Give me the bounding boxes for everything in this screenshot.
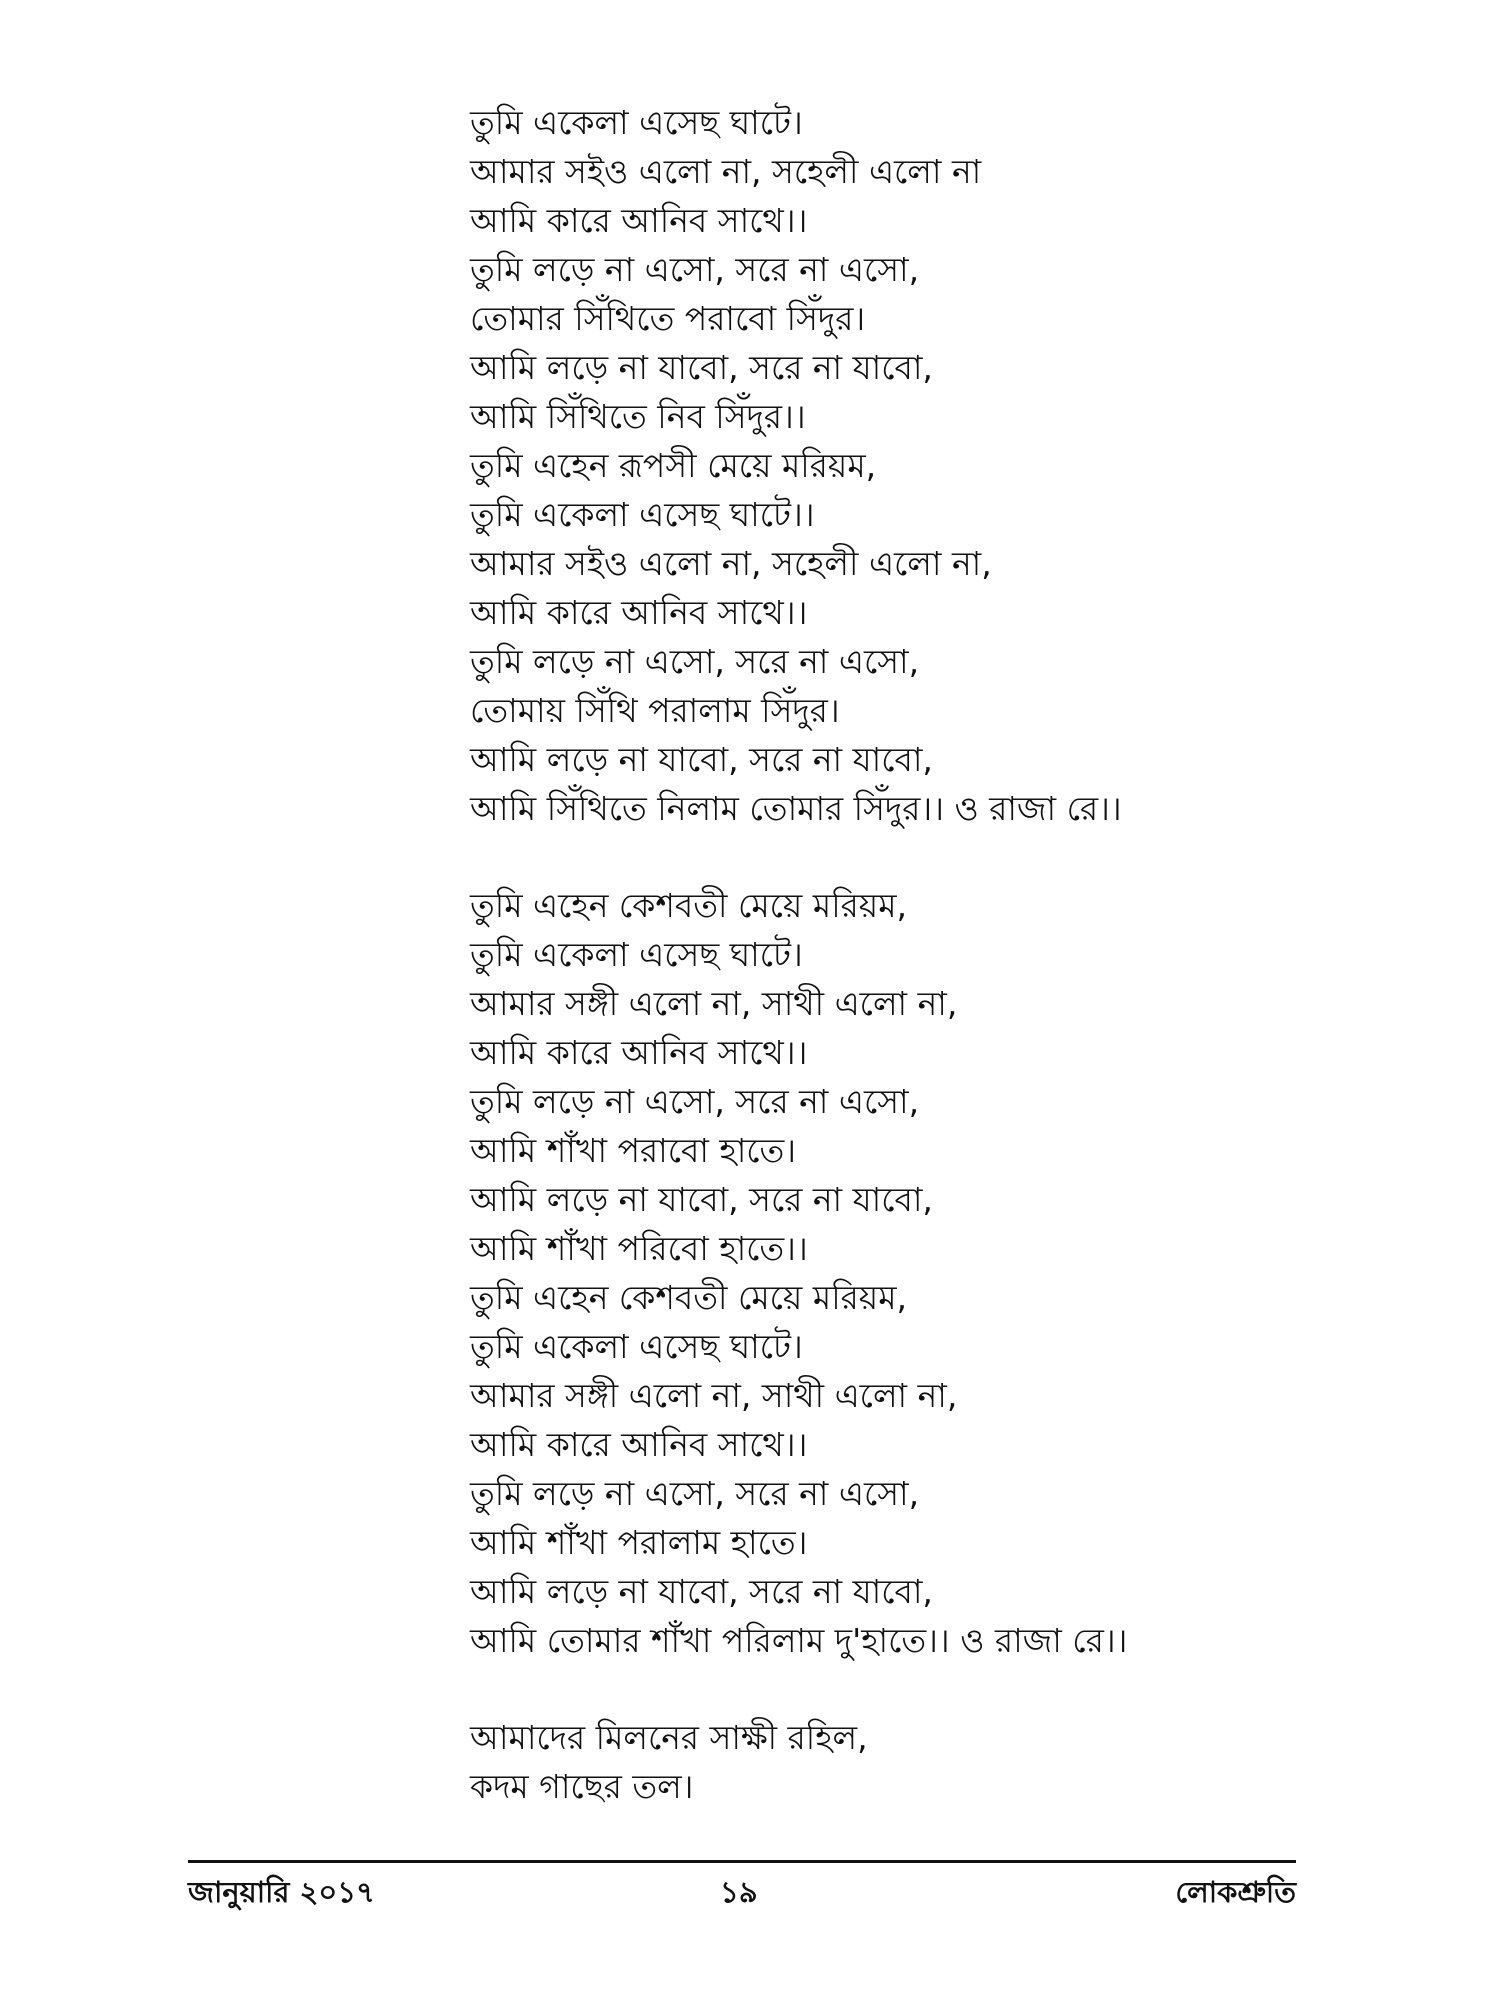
poem-line: আমি কারে আনিব সাথে।।	[470, 1425, 808, 1464]
poem-line: আমার সঙ্গী এলো না, সাথী এলো না,	[470, 984, 958, 1023]
poem-line: তুমি একেলা এসেছ ঘাটে।	[470, 103, 803, 142]
stanza-2	[470, 881, 1370, 1665]
page-footer	[188, 1872, 1296, 1922]
poem-line: তুমি এহেন রূপসী মেয়ে মরিয়ম,	[470, 446, 877, 485]
poem-line: আমি লড়ে না যাবো, সরে না যাবো,	[470, 740, 933, 779]
page-number: ১৯	[720, 1875, 758, 1909]
poem-line: তুমি লড়ে না এসো, সরে না এসো,	[470, 1474, 920, 1513]
footer-divider	[188, 1860, 1296, 1863]
poem-line: আমি শাঁখা পরিবো হাতে।।	[470, 1229, 808, 1268]
poem-line: তুমি এহেন কেশবতী মেয়ে মরিয়ম,	[470, 1278, 908, 1317]
poem-line: তুমি লড়ে না এসো, সরে না এসো,	[470, 642, 920, 681]
stanza-break	[470, 833, 1370, 881]
poem-line: আমি লড়ে না যাবো, সরে না যাবো,	[470, 1180, 933, 1219]
poem-line: আমার সইও এলো না, সহেলী এলো না,	[470, 544, 992, 583]
poem-line: আমি তোমার শাঁখা পরিলাম দু'হাতে।। ও রাজা রে।।	[470, 1621, 1128, 1660]
poem-line: আমি লড়ে না যাবো, সরে না যাবো,	[470, 348, 933, 387]
poem-line: আমি কারে আনিব সাথে।।	[470, 201, 808, 240]
poem-line: আমি সিঁথিতে নিব সিঁদুর।।	[470, 397, 806, 436]
poem-line: তুমি একেলা এসেছ ঘাটে।।	[470, 495, 815, 534]
poem-line: তুমি এহেন কেশবতী মেয়ে মরিয়ম,	[470, 886, 908, 925]
footer-date: জানুয়ারি ২০১৭	[188, 1875, 375, 1909]
poem-line: কদম গাছের তল।	[470, 1767, 694, 1806]
poem-line: তুমি একেলা এসেছ ঘাটে।	[470, 1327, 803, 1366]
poem-line: আমার সঙ্গী এলো না, সাথী এলো না,	[470, 1376, 958, 1415]
poem-line: তুমি লড়ে না এসো, সরে না এসো,	[470, 1082, 920, 1121]
poem-line: আমি লড়ে না যাবো, সরে না যাবো,	[470, 1572, 933, 1611]
poem-line: তুমি লড়ে না এসো, সরে না এসো,	[470, 250, 920, 289]
poem-body	[470, 98, 1370, 1811]
poem-line: আমার সইও এলো না, সহেলী এলো না	[470, 152, 982, 191]
poem-line: আমি কারে আনিব সাথে।।	[470, 1033, 808, 1072]
publication-name: লোকশ্রুতি	[1175, 1875, 1296, 1909]
poem-line: আমি শাঁখা পরাবো হাতে।	[470, 1131, 797, 1170]
poem-line: আমাদের মিলনের সাক্ষী রহিল,	[470, 1718, 868, 1757]
stanza-break	[470, 1665, 1370, 1713]
poem-line: আমি সিঁথিতে নিলাম তোমার সিঁদুর।। ও রাজা রে।।	[470, 789, 1122, 828]
poem-line: তোমায় সিঁথি পরালাম সিঁদুর।	[470, 691, 840, 730]
poem-line: তোমার সিঁথিতে পরাবো সিঁদুর।	[470, 299, 866, 338]
poem-line: তুমি একেলা এসেছ ঘাটে।	[470, 935, 803, 974]
stanza-3	[470, 1713, 1370, 1811]
stanza-1	[470, 98, 1370, 833]
poem-line: আমি শাঁখা পরালাম হাতে।	[470, 1523, 808, 1562]
poem-line: আমি কারে আনিব সাথে।।	[470, 593, 808, 632]
